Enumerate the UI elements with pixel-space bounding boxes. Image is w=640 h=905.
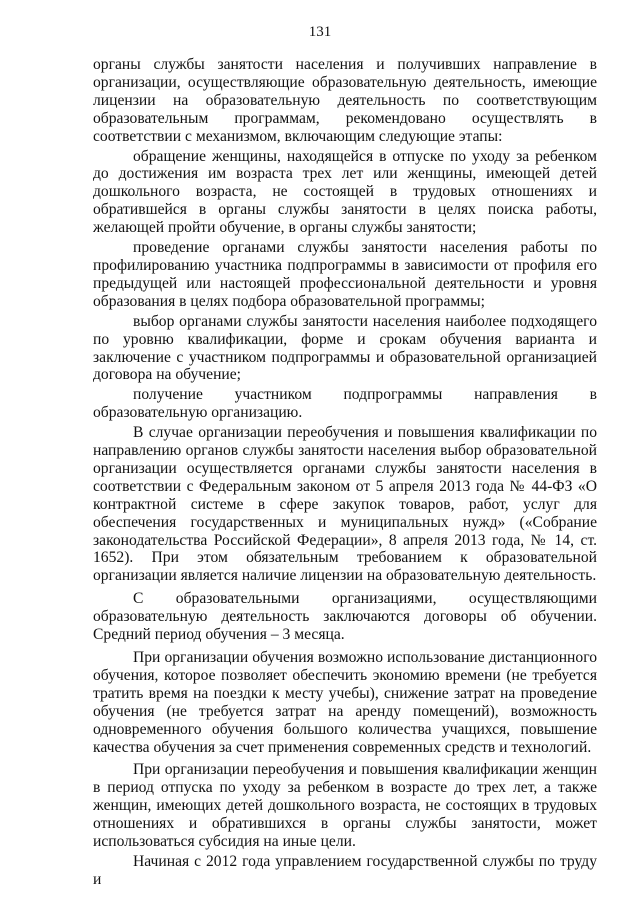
paragraph-10: Начиная с 2012 года управлением государственной службы по труду и — [93, 852, 597, 888]
paragraph-4: выбор органами службы занятости населения наиболее подходящего по уровню квалификации, форме и срокам обучения варианта и заключение с участником подпрограммы и образовательной организацией договора на обучение; — [93, 312, 597, 384]
paragraph-1: органы службы занятости населения и получивших направление в организации, осуществляющие образовательную деятельность, имеющие лицензии на образовательную деятельность по соответствующим образовательным программам, рекомендовано осуществлять в соответствии с механизмом, включающим следующие этапы: — [93, 56, 597, 145]
paragraph-3: проведение органами службы занятости населения работы по профилированию участника подпрограммы в зависимости от профиля его предыдущей или настоящей профессиональной деятельности и уровня образования в целях подбора образовательной программы; — [93, 239, 597, 310]
paragraph-5: получение участником подпрограммы направления в образовательную организацию. — [93, 386, 597, 422]
paragraph-8: При организации обучения возможно использование дистанционного обучения, которое позволяет обеспечить экономию времени (не требуется тратить время на поездки к месту учебы), снижение затрат на проведение обучения (не требуется затрат на аренду помещений), возможность одновременного обучения большого количества учащихся, повышение качества обучения за счет применения современных средств и технологий. — [93, 649, 597, 756]
paragraph-9: При организации переобучения и повышения квалификации женщин в период отпуска по уходу за ребенком в возрасте до трех лет, а также женщин, имеющих детей дошкольного возраста, не состоящих в трудовых отношениях и обратившихся в органы службы занятости, может использоваться субсидия на иные цели. — [93, 761, 597, 851]
page-number: 131 — [308, 24, 332, 40]
document-body — [93, 56, 597, 891]
paragraph-7: С образовательными организациями, осуществляющими образовательную деятельность заключаются договоры об обучении. Средний период обучения – 3 месяца. — [93, 590, 597, 644]
paragraph-2: обращение женщины, находящейся в отпуске по уходу за ребенком до достижения им возраста трех лет или женщины, имеющей детей дошкольного возраста, не состоящей в трудовых отношениях и обратившейся в органы службы занятости в целях поиска работы, желающей пройти обучение, в органы службы занятости; — [93, 147, 597, 237]
paragraph-6: В случае организации переобучения и повышения квалификации по направлению органов службы занятости населения выбор образовательной организации осуществляется органами службы занятости населения в соответствии с Федеральным законом от 5 апреля 2013 года № 44-ФЗ «О контрактной системе в сфере закупок товаров, работ, услуг для обеспечения государственных и муниципальных нужд» («Собрание законодательства Российской Федерации», 8 апреля 2013 года, № 14, ст. 1652). При этом обязательным требованием к образовательной организации является наличие лицензии на образовательную деятельность. — [93, 424, 597, 585]
